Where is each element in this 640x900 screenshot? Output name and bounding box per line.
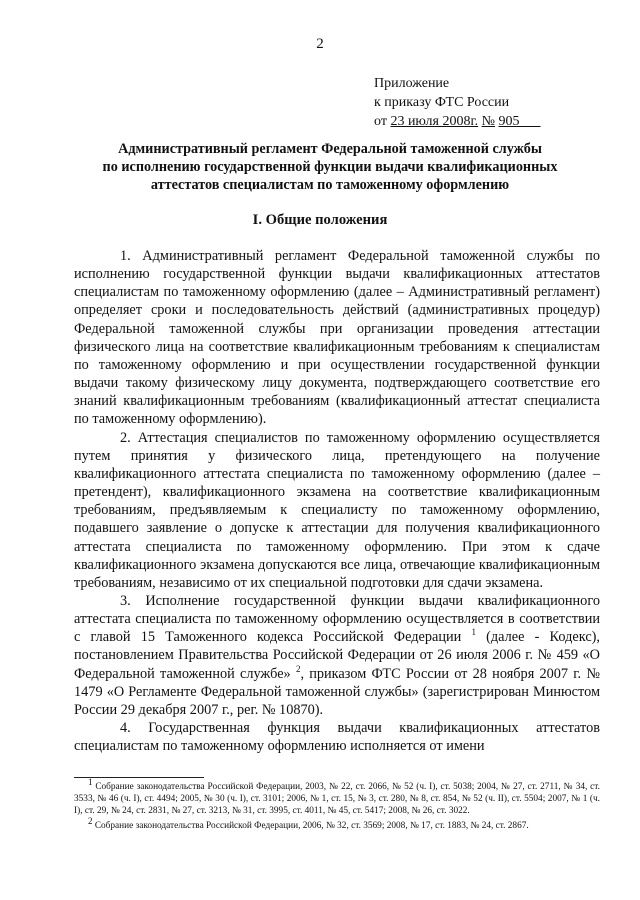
footnotes — [74, 776, 600, 835]
title-line-3: аттестатов специалистам по таможенному оформлению — [150, 177, 510, 193]
footnote-ref-1: 1 — [471, 627, 476, 638]
document-title — [60, 140, 600, 194]
page-number: 2 — [316, 36, 324, 52]
title-line-1: Административный регламент Федеральной таможенной службы — [118, 141, 542, 157]
paragraph-3-part-c: , приказом ФТС России от 28 ноября 2007 г. № 1479 «О Регламенте Федеральной таможенной службы» (зарегистрирован Минюстом России 29 декабря 2007 г., рег. № 10870). — [74, 665, 600, 718]
appendix-order-line — [374, 112, 604, 131]
appendix-header — [374, 74, 604, 131]
appendix-date: 23 июля 2008г. — [390, 114, 479, 129]
title-line-2: по исполнению государственной функции выдачи квалификационных — [102, 159, 558, 175]
paragraph-3-part-b: (далее - Кодекс), постановлением Правительства Российской Федерации от 26 июля 2006 г. № 459 «О Федеральной таможенной службе» — [74, 629, 600, 682]
paragraph-2: 2. Аттестация специалистов по таможенному оформлению осуществляется путем принятия у физического лица, претендующего на получение квалификационного аттестата специалиста по таможенному оформлению (далее – претендент), квалификационного экзамена на соответствие квалификационным требованиям, предъявляемым к специалисту по таможенному оформлению, подавшего заявление о допуске к аттестации для получения квалификационного аттестата специалиста по таможенному оформлению. При этом к сдаче квалификационного экзамена допускаются все лица, отвечающие квалификационным требованиям, независимо от их специальной подготовки для сдачи экзамена. — [74, 429, 600, 591]
footnote-ref-2: 2 — [295, 663, 301, 674]
appendix-number: 905 — [498, 114, 520, 129]
footnote-2-text: Собрание законодательства Российской Федерации, 2006, № 32, ст. 3569; 2008, № 17, ст. 1883, № 24, ст. 2867. — [92, 821, 529, 831]
footnote-1-text: Собрание законодательства Российской Федерации, 2003, № 22, ст. 2066, № 52 (ч. I), ст. 5038; 2004, № 27, ст. 2711, № 34, ст. 3533, № 46 (ч. I), ст. 4494; 2005, № 30 (ч. I), ст. 3101; 2006, № 1, ст. 15, № 3, ст. 280, № 8, ст. 854, № 52 (ч. II), ст. 5504; 2007, № 1 (ч. I), ст. 29, № 24, ст. 2831, № 27, ст. 3213, № 31, ст. 3995, ст. 4011, № 45, ст. 5417; 2008, № 26, ст. 3022. — [74, 782, 600, 816]
appendix-line-1: Приложение — [374, 76, 450, 91]
appendix-line-2: к приказу ФТС России — [374, 95, 510, 110]
footnote-1 — [74, 776, 600, 817]
paragraph-4: 4. Государственная функция выдачи квалификационных аттестатов специалистам по таможенному оформлению исполняется от имени — [74, 720, 600, 755]
footnote-2-mark: 2 — [88, 815, 93, 826]
section-title: I. Общие положения — [252, 212, 388, 228]
body-text — [74, 247, 600, 755]
paragraph-1: 1. Административный регламент Федеральной таможенной службы по исполнению государственной функции выдачи квалификационных аттестатов специалистам по таможенному оформлению (далее – Административный регламент) определяет сроки и последовательность действий (административных процедур) Федеральной таможенной службы при организации проведения аттестации физического лица на соответствие квалификационным требованиям к специалистам по таможенному оформлению и при осуществлении государственной функции выдачи такому физическому лицу документа, подтверждающего соответствие его знаний квалификационным требованиям (квалификационный аттестат специалиста по таможенному оформлению). — [74, 248, 600, 428]
paragraph-3-part-a: 3. Исполнение государственной функции выдачи квалификационного аттестата специалиста по таможенному оформлению осуществляется в соответствии с главой 15 Таможенного кодекса Российской Федерации — [74, 592, 600, 646]
footnote-separator — [74, 777, 204, 778]
appendix-prefix: от — [374, 114, 387, 129]
footnote-2 — [74, 815, 600, 832]
footnote-1-mark: 1 — [88, 776, 93, 787]
appendix-number-label: № — [481, 114, 495, 129]
paragraph-3 — [74, 592, 600, 719]
